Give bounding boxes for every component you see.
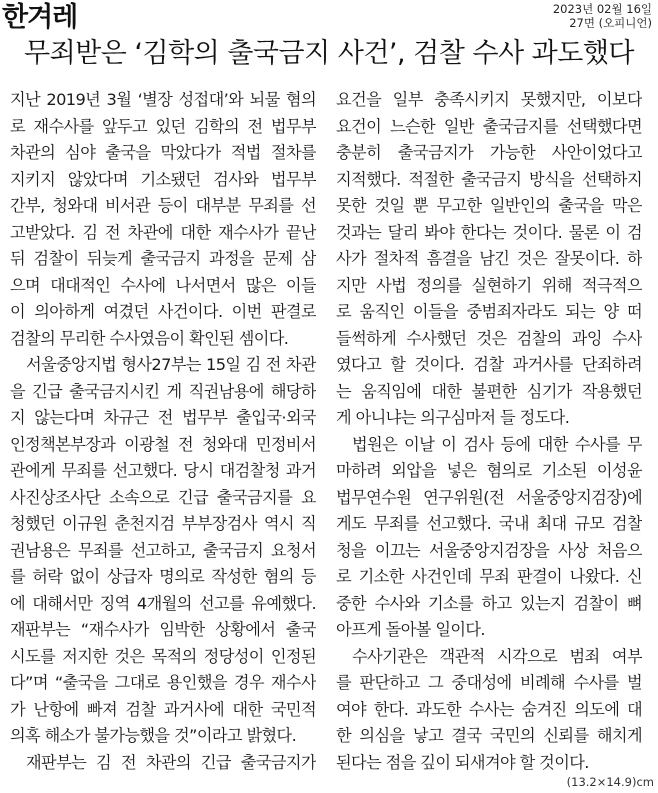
article-text-line: 한 의심을 낳고 결국 국민의 신뢰를 해치게 bbox=[336, 726, 642, 745]
article-text-line: 고받았다. 김 전 차관에 대한 재수사가 끝난 bbox=[10, 222, 316, 242]
article-text-line: 재판부는 “재수사가 임박한 상황에서 출국 bbox=[10, 620, 316, 639]
article-text-line: 의혹 해소가 불가능했을 것”이라고 밝혔다. bbox=[10, 726, 297, 745]
article-text-line: 아프게 돌아볼 일이다. bbox=[336, 620, 485, 639]
article-text-line: 중한 수사와 기소를 하고 있는지 검찰이 뼈 bbox=[336, 593, 642, 613]
article-text-line: 관에게 무죄를 선고했다. 당시 대검찰청 과거 bbox=[10, 461, 316, 480]
article-text-line: 충분히 출국금지가 가능한 사안이었다고 bbox=[336, 143, 642, 162]
publication-date: 2023년 02월 16일 bbox=[552, 2, 652, 16]
article-text-line: 권남용은 무죄를 선고하고, 출국금지 요청서 bbox=[10, 540, 316, 560]
article-text-line: 요건을 일부 충족시키지 못했지만, 이보다 bbox=[336, 90, 642, 109]
article-text-line: 여야 한다. 과도한 수사는 숨겨진 의도에 대 bbox=[336, 699, 642, 719]
article-column-right bbox=[336, 87, 642, 776]
article-text-line: 게도 무죄를 선고했다. 국내 최대 규모 검찰 bbox=[336, 514, 642, 533]
article-column-left bbox=[10, 87, 316, 776]
article-text-line: 차관의 심야 출국을 막았다가 적법 절차를 bbox=[10, 143, 316, 162]
article-text-line: 법무연수원 연구위원(전 서울중앙지검장)에 bbox=[336, 487, 642, 507]
page-section: 27면 (오피니언) bbox=[569, 16, 652, 30]
article-text-line: 검찰의 무리한 수사였음이 확인된 셈이다. bbox=[10, 328, 289, 348]
article-text-line: 수사기관은 객관적 시각으로 범죄 여부 bbox=[352, 646, 642, 666]
newspaper-logo: 한겨레 bbox=[2, 2, 78, 33]
article-text-line: 로 재수사를 앞두고 있던 김학의 전 법무부 bbox=[10, 116, 316, 136]
article-text-line: 게 아니냐는 의구심마저 들 정도다. bbox=[336, 408, 570, 427]
article-headline: 무죄받은 ‘김학의 출국금지 사건’, 검찰 수사 과도했다 bbox=[24, 38, 634, 69]
article-text-line: 인정책본부장과 이광철 전 청와대 민정비서 bbox=[10, 434, 316, 454]
article-size-note: (13.2×14.9)cm bbox=[566, 775, 654, 789]
article-text-line: 에 대해서만 징역 4개월의 선고를 유예했다. bbox=[10, 593, 316, 613]
article-text-line: 사가 절차적 흠결을 남긴 것은 잘못이다. 하 bbox=[336, 249, 642, 268]
article-text-line: 들썩하게 수사했던 것은 검찰의 과잉 수사 bbox=[336, 328, 642, 348]
article-text-line: 시도를 저지한 것은 목적의 정당성이 인정된 bbox=[10, 646, 316, 666]
article-text-line: 로 기소한 사건인데 무죄 판결이 나왔다. 신 bbox=[336, 567, 642, 586]
article-text-line: 을 긴급 출국금지시킨 게 직권남용에 해당하 bbox=[10, 381, 316, 401]
article-text-line: 지만 사법 정의를 실현하기 위해 적극적으 bbox=[336, 275, 642, 295]
article-text-line: 못한 것일 뿐 무고한 일반인의 출국을 막은 bbox=[336, 196, 642, 215]
article-text-line: 된다는 점을 깊이 되새겨야 할 것이다. bbox=[336, 752, 589, 772]
article-text-line: 를 허락 없이 상급자 명의로 작성한 혐의 등 bbox=[10, 567, 316, 586]
article-text-line: 재판부는 김 전 차관의 긴급 출국금지가 bbox=[26, 752, 316, 772]
article-text-line: 사진상조사단 소속으로 긴급 출국금지를 요 bbox=[10, 487, 316, 507]
article-text-line: 법원은 이날 이 검사 등에 대한 수사를 무 bbox=[352, 434, 642, 454]
article-text-line: 이 의아하게 여겼던 사건이다. 이번 판결로 bbox=[10, 302, 316, 321]
article-text-line: 지난 2019년 3월 ‘별장 성접대’와 뇌물 혐의 bbox=[10, 90, 316, 109]
article-text-line: 였다고 할 것이다. 검찰 과거사를 단죄하려 bbox=[336, 355, 642, 374]
article-text-line: 것과는 달리 봐야 한다는 것이다. 물론 이 검 bbox=[336, 222, 642, 242]
article-text-line: 는 움직임에 대한 불편한 심기가 작용했던 bbox=[336, 381, 642, 401]
article-text-line: 뒤 검찰이 뒤늦게 출국금지 과정을 문제 삼 bbox=[10, 249, 316, 268]
article-text-line: 으며 대대적인 수사에 나서면서 많은 이들 bbox=[10, 275, 316, 295]
article-text-line: 지적했다. 적절한 출국금지 방식을 선택하지 bbox=[336, 169, 642, 189]
article-text-line: 를 판단하고 그 중대성에 비례해 수사를 벌 bbox=[336, 673, 642, 692]
article-text-line: 가 난항에 빠져 검찰 과거사에 대한 국민적 bbox=[10, 699, 316, 719]
article-text-line: 청했던 이규원 춘천지검 부부장검사 역시 직 bbox=[10, 514, 316, 533]
article-text-line: 간부, 청와대 비서관 등이 대부분 무죄를 선 bbox=[10, 196, 316, 215]
article-text-line: 마하려 외압을 넣은 혐의로 기소된 이성윤 bbox=[336, 461, 642, 480]
article-text-line: 지 않는다며 차규근 전 법무부 출입국·외국 bbox=[10, 408, 316, 427]
article-text-line: 청을 이끄는 서울중앙지검장을 사상 처음으 bbox=[336, 540, 642, 560]
article-text-line: 지키지 않았다며 기소됐던 검사와 법무부 bbox=[10, 169, 316, 189]
article-text-line: 요건이 느슨한 일반 출국금지를 선택했다면 bbox=[336, 116, 642, 136]
publication-meta bbox=[553, 2, 652, 30]
article-text-line: 로 움직인 이들을 중범죄자라도 되는 양 떠 bbox=[336, 302, 642, 321]
article-text-line: 다”며 “출국을 그대로 용인했을 경우 재수사 bbox=[10, 673, 316, 692]
article-text-line: 서울중앙지법 형사27부는 15일 김 전 차관 bbox=[26, 355, 316, 374]
